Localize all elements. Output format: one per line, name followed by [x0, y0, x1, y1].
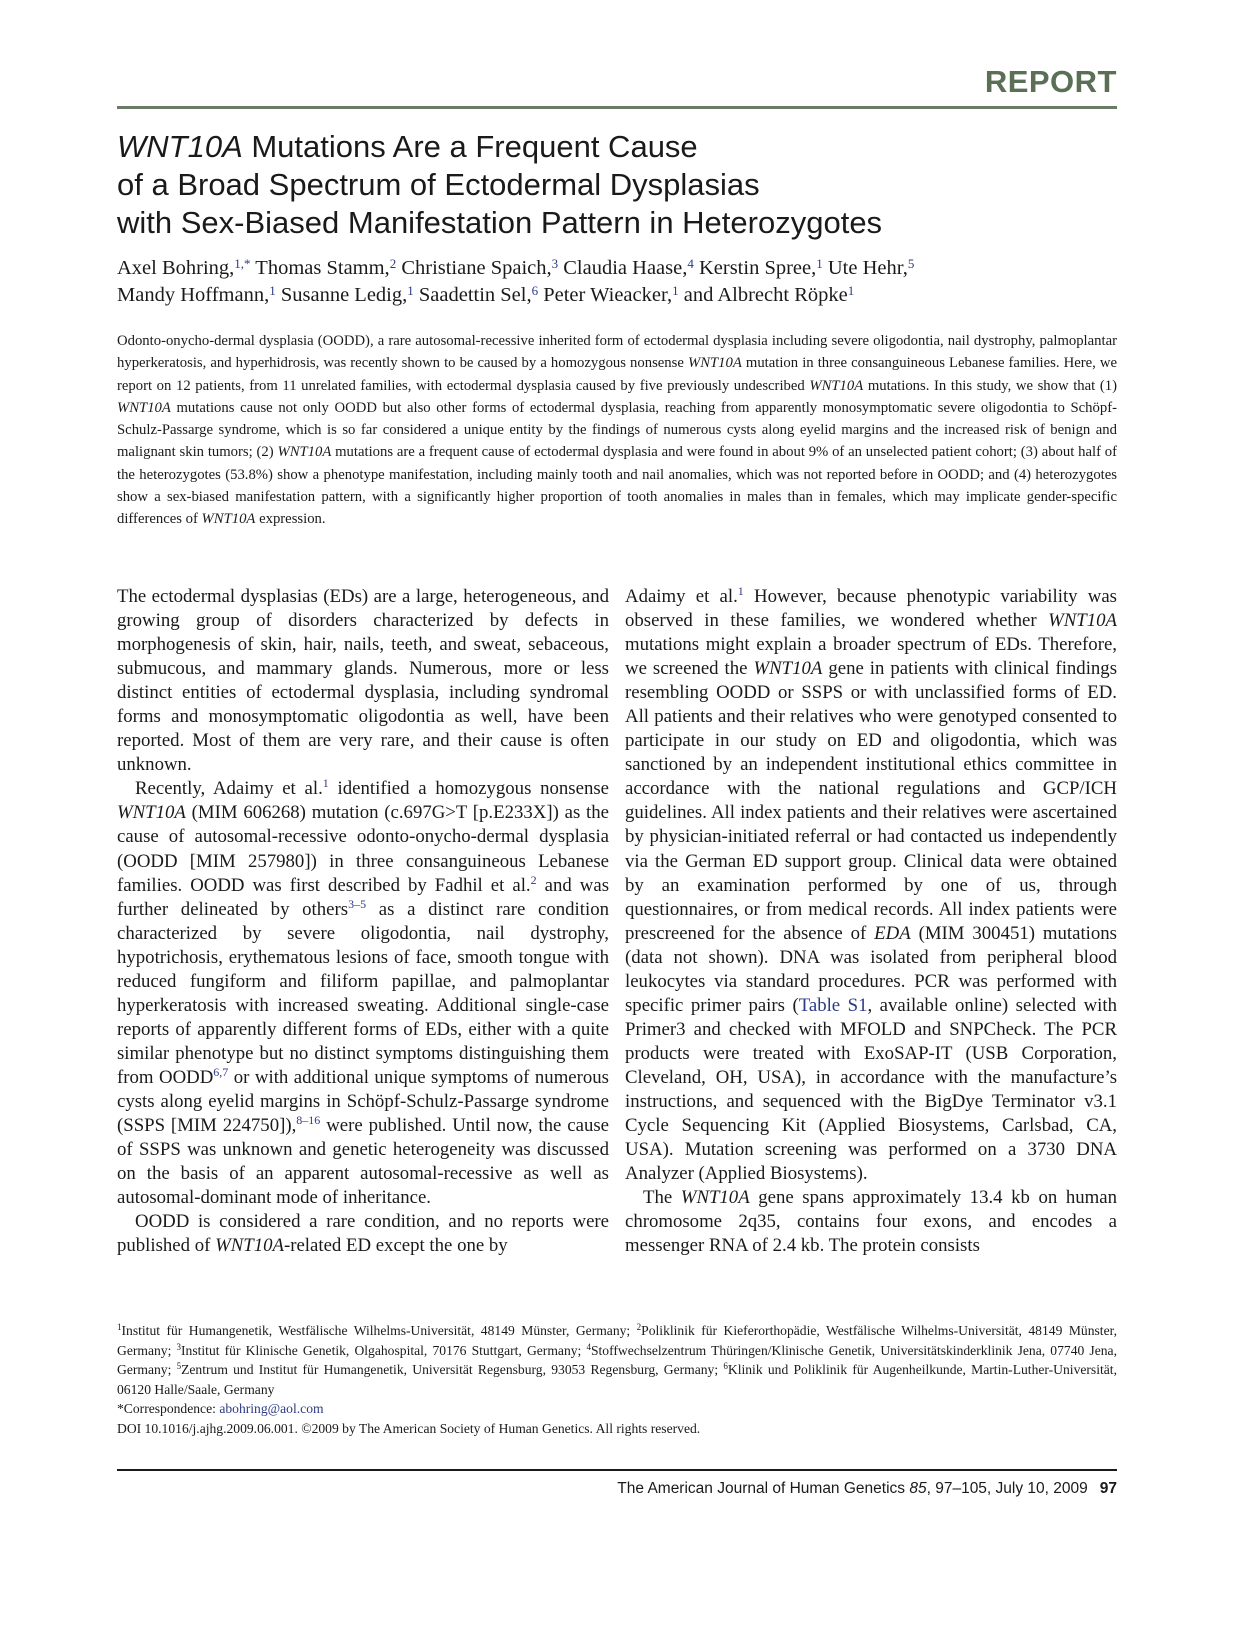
author: Claudia Haase,	[558, 257, 688, 279]
text-run: Recently, Adaimy et al.	[135, 778, 323, 800]
text-run: were published. Until now, the cause of SSPS was unknown and genetic heterogeneity was discussed on the basis of an apparent autosomal-recessive as well as autosomal-dominant mode of inheritance.	[117, 1115, 609, 1209]
text-run: However, because phenotypic variability was observed in these families, we wondered whether	[625, 586, 1117, 632]
abstract-text: mutation in three consanguineous Lebanese families. Here, we report on 12 patients, from 11 unrelated families, with ectodermal dysplasia caused by five previously undescribed	[117, 355, 1117, 394]
body-column-right	[625, 585, 1117, 1258]
journal-name: The American Journal of Human Genetics	[617, 1480, 910, 1497]
doi-line: DOI 10.1016/j.ajhg.2009.06.001. ©2009 by The American Society of Human Genetics. All rights reserved.	[117, 1420, 701, 1436]
body-paragraph	[117, 1210, 609, 1258]
affiliation-ref[interactable]: 1	[407, 283, 414, 298]
table-s1-link[interactable]: Table S1	[798, 994, 868, 1016]
body-column-left	[117, 585, 609, 1258]
author: Thomas Stamm,	[250, 257, 390, 279]
title-line-3: with Sex-Biased Manifestation Pattern in Heterozygotes	[117, 205, 883, 240]
correspondence	[117, 1399, 1117, 1419]
citation-ref[interactable]: 1	[322, 776, 329, 791]
affiliation-ref[interactable]: 4	[687, 256, 694, 271]
affiliation-ref[interactable]: 6	[531, 283, 539, 298]
affiliation-ref[interactable]: 1	[672, 283, 679, 298]
author-list	[117, 255, 1117, 309]
affiliation-number: 5	[176, 1361, 182, 1372]
author: Ute Hehr,	[822, 257, 908, 279]
title-line-2: of a Broad Spectrum of Ectodermal Dysplasias	[117, 167, 760, 202]
page-number: 97	[1099, 1480, 1117, 1497]
citation-ref[interactable]: 6,7	[213, 1064, 229, 1079]
text-run: (MIM 606268) mutation (c.697G>T [p.E233X]) as the cause of autosomal-recessive odonto-onycho-dermal dysplasia (OODD [MIM 257980]) in three consanguineous Lebanese families. OODD was first described by Fadhil et al.	[117, 802, 609, 896]
affiliation-ref[interactable]: 1	[847, 283, 855, 298]
affiliation-number: 1	[117, 1322, 122, 1332]
author: Christiane Spaich,	[396, 257, 552, 279]
affiliation-text: Zentrum und Institut für Humangenetik, Universität Regensburg, 93053 Regensburg, Germany;	[181, 1362, 724, 1378]
title-gene: WNT10A	[117, 129, 243, 164]
gene-name: WNT10A	[201, 511, 256, 528]
text-run: (MIM 300451) mutations (data not shown). DNA was isolated from peripheral blood leukocytes via standard procedures. PCR was performed with specific primer pairs (	[625, 922, 1117, 1016]
header-rule	[117, 106, 1117, 109]
gene-name: WNT10A	[680, 1187, 750, 1209]
affiliation-ref[interactable]: 1	[269, 283, 276, 298]
text-run: , available online) selected with Primer3 and checked with MFOLD and SNPCheck. The PCR products were treated with ExoSAP-IT (USB Corporation, Cleveland, OH, USA), in accordance with the manufacture’s instructions, and sequenced with the BigDye Terminator v3.1 Cycle Sequencing Kit (Applied Biosystems, Carlsbad, CA, USA). Mutation screening was performed on a 3730 DNA Analyzer (Applied Biosystems).	[625, 994, 1117, 1185]
affiliation-text: Poliklinik für Kieferorthopädie, Westfälische Wilhelms-Universität, 48149 Münster, Germany;	[117, 1323, 1117, 1358]
affiliation-number: 4	[586, 1341, 591, 1352]
article-title	[117, 128, 1117, 242]
text-run: gene in patients with clinical findings resembling OODD or SSPS or with unclassified forms of ED. All patients and their relatives who were genotyped consented to participate in our study on ED and oligodontia, which was sanctioned by an independent institutional ethics committee in accordance with the national regulations and GCP/ICH guidelines. All index patients and their relatives were ascertained by physician-initiated referral or had contacted us independently via the German ED support group. Clinical data were obtained by an examination performed by one of us, through questionnaires, or from medical records. All index patients were prescreened for the absence of	[625, 658, 1117, 944]
affiliation-ref[interactable]: 3	[551, 256, 559, 271]
citation-ref[interactable]: 2	[530, 872, 537, 887]
correspondence-email-link[interactable]: abohring@aol.com	[219, 1401, 324, 1417]
text-run: mutations might explain a broader spectrum of EDs. Therefore, we screened the	[625, 634, 1117, 680]
text-run: gene spans approximately 13.4 kb on human chromosome 2q35, contains four exons, and encodes a messenger RNA of 2.4 kb. The protein consists	[625, 1187, 1117, 1257]
affiliation-text: Institut für Humangenetik, Westfälische Wilhelms-Universität, 48149 Münster, Germany;	[121, 1323, 637, 1338]
correspondence-label: *Correspondence:	[117, 1401, 220, 1417]
footer-rule	[117, 1469, 1117, 1471]
affiliations	[117, 1321, 1117, 1399]
affiliation-number: 3	[176, 1341, 181, 1352]
body-paragraph	[625, 585, 1117, 1186]
title-line-1: Mutations Are a Frequent Cause	[242, 129, 698, 164]
author: Saadettin Sel,	[413, 284, 532, 306]
text-run: or with additional unique symptoms of numerous cysts along eyelid margins in Schöpf-Schulz-Passarge syndrome (SSPS [MIM 224750]),	[117, 1066, 609, 1137]
text-run: identified a homozygous nonsense	[328, 778, 609, 800]
page-footer	[617, 1480, 1117, 1498]
journal-pages-date: , 97–105, July 10, 2009	[926, 1480, 1088, 1497]
author: Mandy Hoffmann,	[117, 284, 270, 306]
abstract-text: mutations. In this study, we show that (1)	[863, 377, 1117, 394]
author: Axel Bohring,	[117, 257, 235, 279]
affiliations-footnote	[117, 1321, 1117, 1439]
gene-name: WNT10A	[117, 399, 171, 416]
affiliation-text: Stoffwechselzentrum Thüringen/Klinische Genetik, Universitätskinderklinik Jena, 07740 Jena, Germany;	[117, 1342, 1117, 1378]
affiliation-ref[interactable]: 1,*	[234, 256, 251, 271]
affiliation-number: 6	[723, 1361, 728, 1372]
affiliation-number: 2	[636, 1322, 642, 1332]
text-run: -related ED except the one by	[283, 1235, 508, 1257]
author: Peter Wieacker,	[538, 284, 673, 306]
abstract-text: Odonto-onycho-dermal dysplasia (OODD), a rare autosomal-recessive inherited form of ectodermal dysplasia including severe oligodontia, nail dystrophy, palmoplantar hyperkeratosis, and hyperhidrosis, was recently shown to be caused by a homozygous nonsense	[117, 333, 1117, 372]
abstract-text: mutations are a frequent cause of ectodermal dysplasia and were found in about 9% of an unselected patient cohort; (3) about half of the heterozygotes (53.8%) show a phenotype manifestation, including mainly tooth and nail anomalies, which was not reported before in OODD; and (4) heterozygotes show a sex-biased manifestation pattern, with a significantly higher proportion of tooth anomalies in males than in females, which may implicate gender-specific differences of	[117, 444, 1118, 528]
citation-ref[interactable]: 3–5	[348, 896, 367, 911]
text-run: Adaimy et al.	[625, 586, 738, 607]
abstract-text: expression.	[255, 511, 326, 528]
affiliation-ref[interactable]: 5	[907, 256, 915, 271]
abstract	[117, 330, 1117, 531]
text-run: as a distinct rare condition characterized by severe oligodontia, nail dystrophy, hypotrichosis, erythematous lesions of face, smooth tongue with reduced fungiform and filiform papillae, and palmoplantar hyperkeratosis with increased sweating. Additional single-case reports of apparently different forms of EDs, either with a quite similar phenotype but no distinct symptoms distinguishing them from OODD	[117, 898, 609, 1088]
body-paragraph: The ectodermal dysplasias (EDs) are a large, heterogeneous, and growing group of disorders characterized by defects in morphogenesis of skin, hair, nails, teeth, and sweat, sebaceous, submucous, and mammary glands. Numerous, more or less distinct entities of ectodermal dysplasia, including syndromal forms and monosymptomatic oligodontia as well, have been reported. Most of them are very rare, and their cause is often unknown.	[117, 586, 609, 776]
body-paragraph	[625, 1186, 1117, 1258]
author: Kerstin Spree,	[693, 257, 817, 279]
author: Susanne Ledig,	[275, 284, 408, 306]
affiliation-ref[interactable]: 2	[389, 256, 397, 271]
body-paragraph	[117, 777, 609, 1210]
journal-volume: 85	[909, 1480, 927, 1497]
abstract-text: mutations cause not only OODD but also other forms of ectodermal dysplasia, reaching from apparently monosymptomatic severe oligodontia to Schöpf-Schulz-Passarge syndrome, which is so far considered a unique entity by the findings of numerous cysts along eyelid margins and the increased risk of benign and malignant skin tumors; (2)	[117, 399, 1117, 461]
text-run: and was further delineated by others	[117, 874, 610, 920]
author: and Albrecht Röpke	[678, 284, 848, 306]
affiliation-text: Institut für Klinische Genetik, Olgahospital, 70176 Stuttgart, Germany;	[181, 1342, 587, 1358]
gene-name: EDA	[874, 922, 911, 944]
gene-name: WNT10A	[215, 1235, 284, 1257]
affiliation-ref[interactable]: 1	[816, 256, 823, 271]
text-run: OODD is considered a rare condition, and no reports were published of	[117, 1211, 609, 1257]
gene-name: WNT10A	[687, 355, 742, 372]
citation-ref[interactable]: 1	[737, 584, 744, 598]
gene-name: WNT10A	[1048, 610, 1117, 632]
section-label: REPORT	[984, 64, 1117, 99]
gene-name: WNT10A	[277, 444, 332, 461]
gene-name: WNT10A	[117, 802, 186, 824]
gene-name: WNT10A	[809, 377, 864, 394]
citation-ref[interactable]: 8–16	[296, 1113, 321, 1128]
affiliation-text: Klinik und Poliklinik für Augenheilkunde, Martin-Luther-Universität, 06120 Halle/Saale, Germany	[117, 1362, 1117, 1397]
text-run: The	[643, 1187, 681, 1209]
gene-name: WNT10A	[753, 658, 823, 680]
